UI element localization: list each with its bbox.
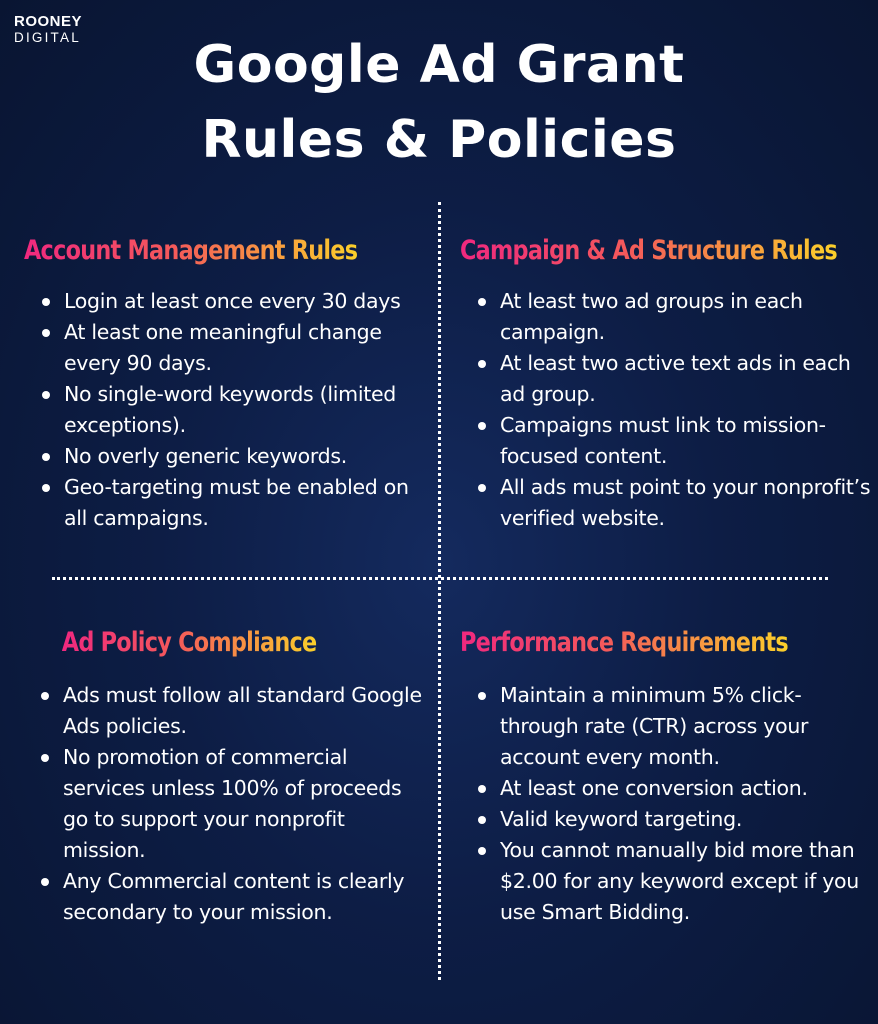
rule-list [460,680,872,928]
section-account-management [24,228,428,534]
brand-name-bottom: DIGITAL [14,30,81,45]
page-title-line-1: Google Ad Grant [193,35,685,95]
rule-item: Campaigns must link to mission-focused content. [460,410,872,472]
rule-item: Ads must follow all standard Google Ads policies. [36,680,426,742]
rule-item: Maintain a minimum 5% click-through rate (CTR) across your account every month. [460,680,872,773]
section-ad-policy-compliance [36,620,426,928]
rule-item: No overly generic keywords. [24,441,428,472]
section-heading-text: Ad Policy Compliance [61,627,317,658]
rule-item: At least one conversion action. [460,773,872,804]
rule-item: Any Commercial content is clearly secondary to your mission. [36,866,426,928]
section-heading [460,620,839,666]
section-performance-requirements [460,620,872,928]
rule-item: No single-word keywords (limited exceptions). [24,379,428,441]
rule-item: At least two active text ads in each ad group. [460,348,872,410]
rule-item: At least two ad groups in each campaign. [460,286,872,348]
brand-name-top: ROONEY [14,13,83,30]
section-heading-text: Account Management Rules [24,235,358,266]
rule-item: Geo-targeting must be enabled on all campaigns. [24,472,428,534]
section-campaign-structure [460,228,872,534]
rule-item: You cannot manually bid more than $2.00 for any keyword except if you use Smart Bidding. [460,835,872,928]
rule-list [36,680,426,928]
section-heading [460,228,839,274]
section-heading [24,228,396,274]
page-title-line-2: Rules & Policies [201,110,677,170]
rule-item: At least one meaningful change every 90 days. [24,317,428,379]
rule-item: Login at least once every 30 days [24,286,428,317]
rule-item: All ads must point to your nonprofit’s verified website. [460,472,872,534]
rule-list [460,286,872,534]
vertical-divider [438,202,441,980]
page-title [0,28,878,178]
section-heading-text: Campaign & Ad Structure Rules [460,235,837,266]
section-heading-text: Performance Requirements [460,627,788,658]
rule-item: No promotion of commercial services unless 100% of proceeds go to support your nonprofit mission. [36,742,426,866]
section-heading [36,620,395,666]
rule-list [24,286,428,534]
rule-item: Valid keyword targeting. [460,804,872,835]
horizontal-divider [52,577,828,580]
